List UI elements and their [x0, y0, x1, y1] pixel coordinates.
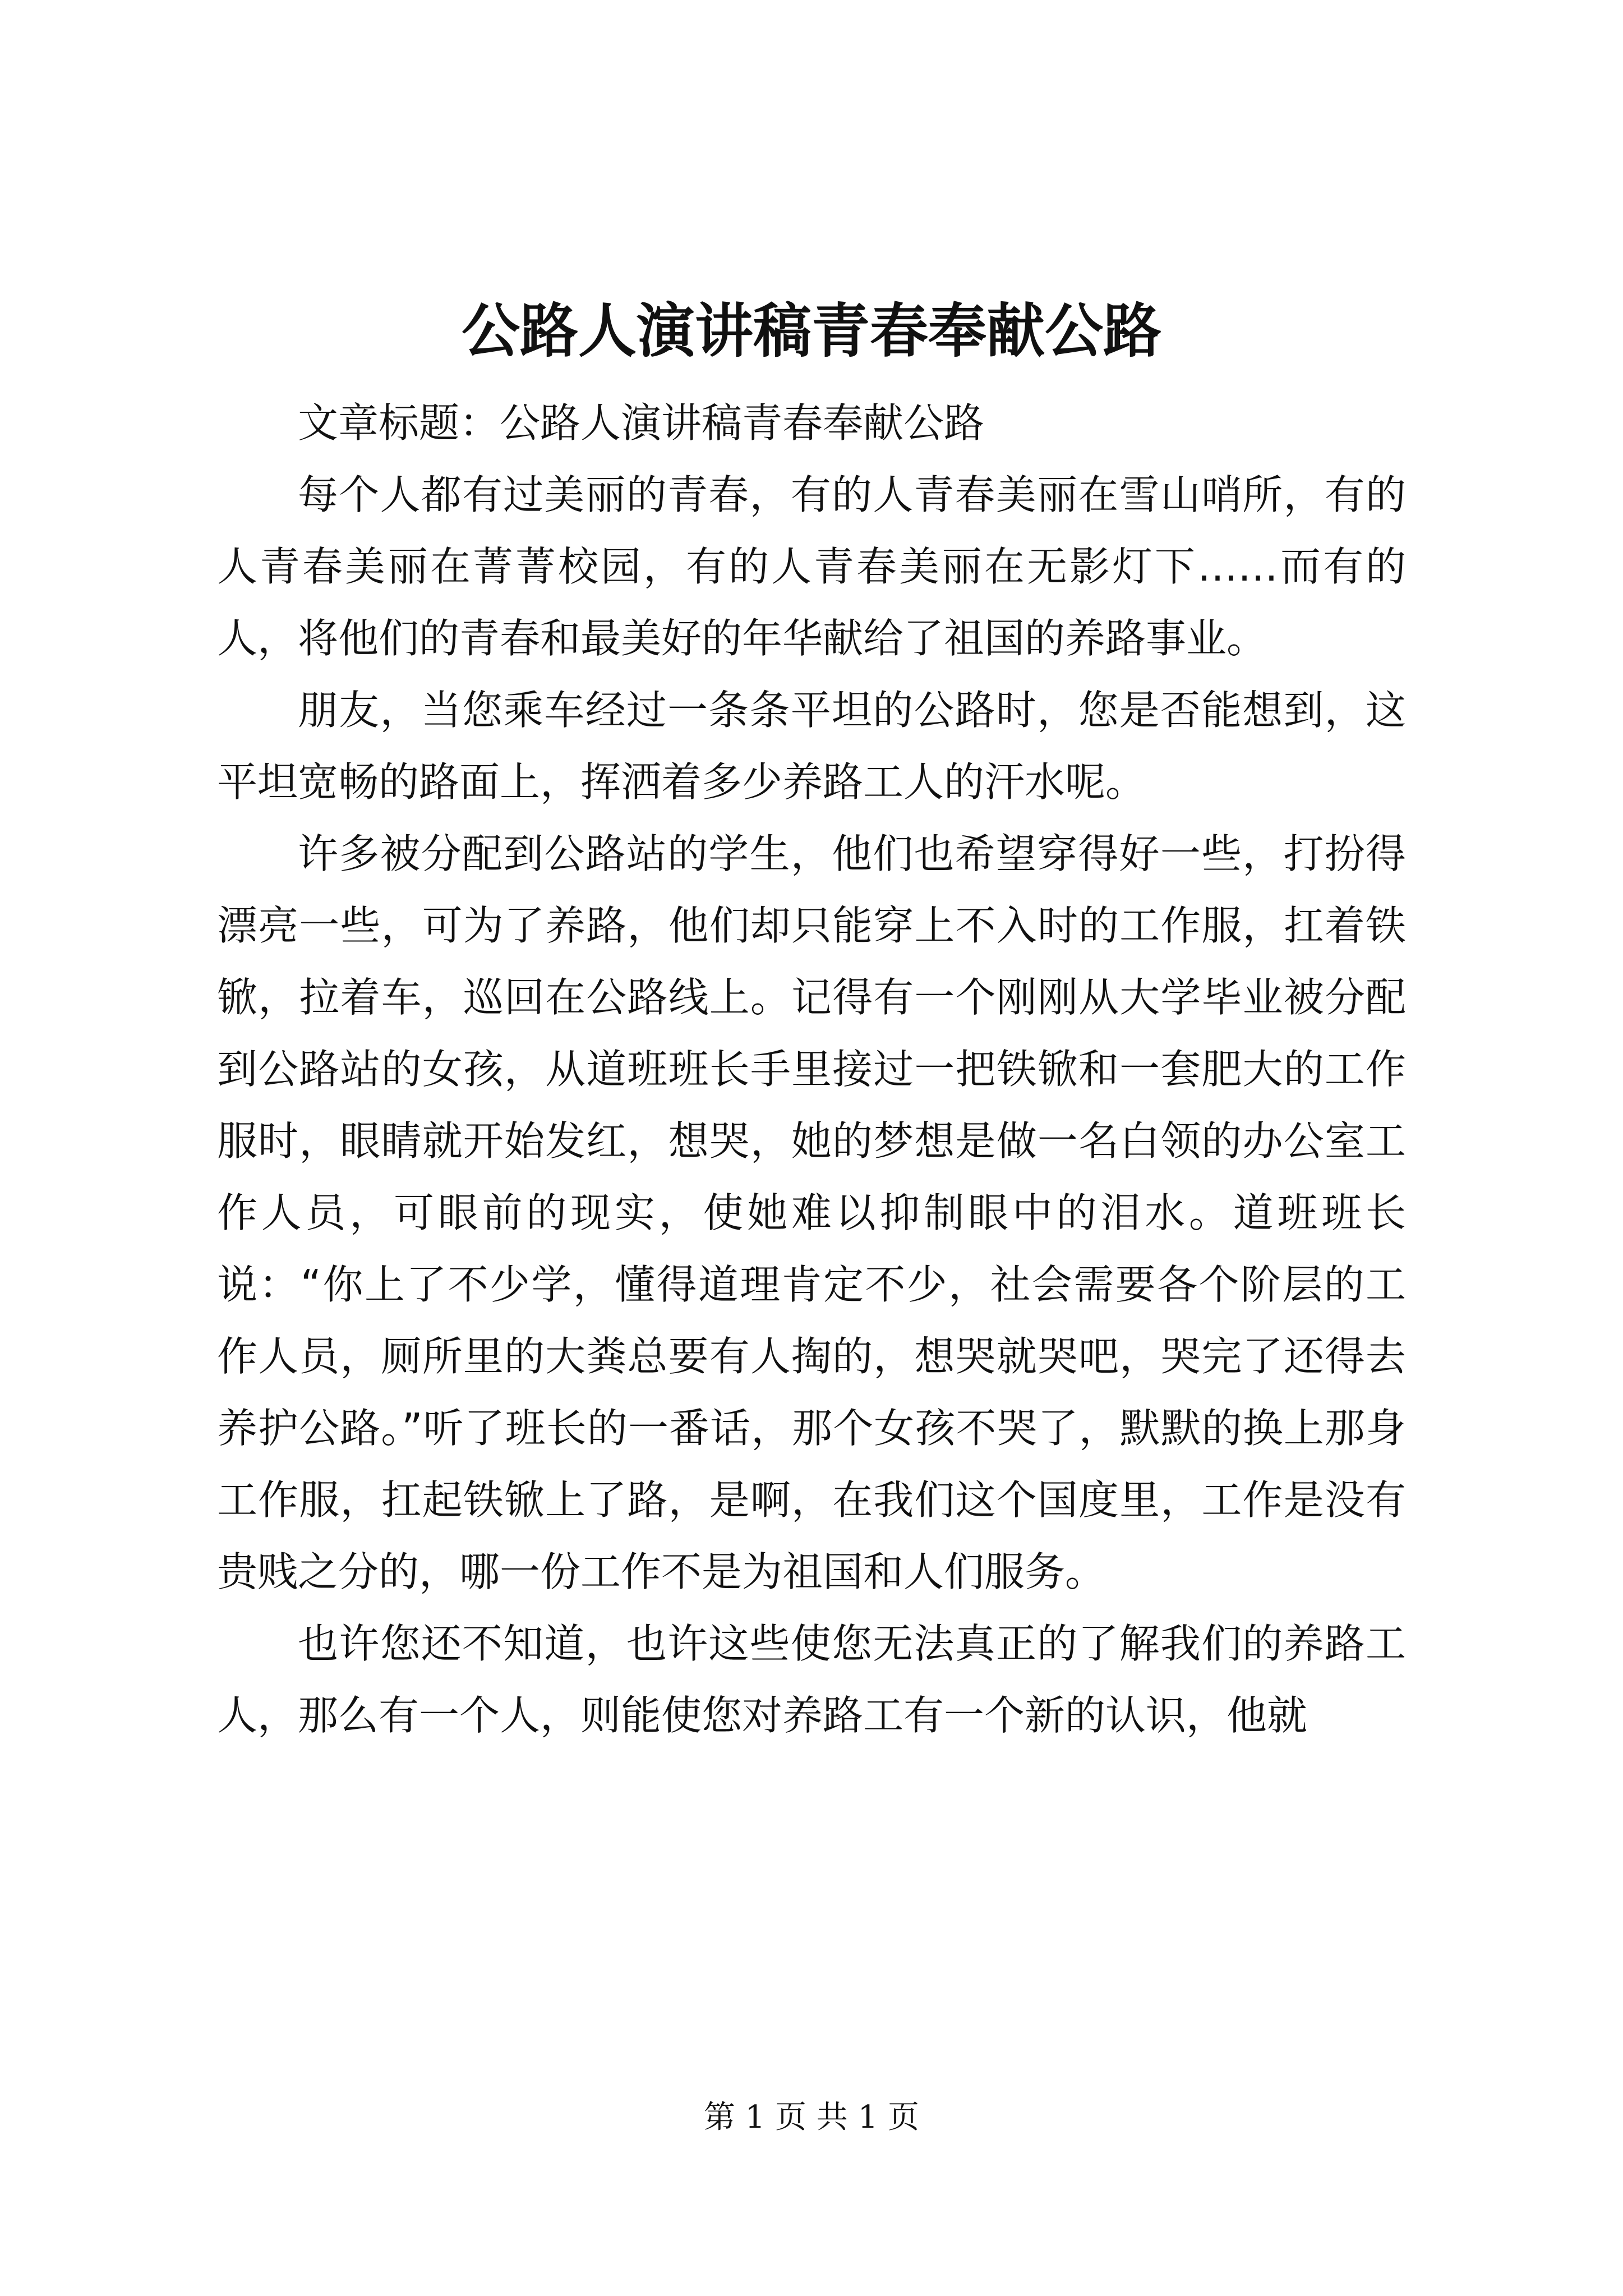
- paragraph-unknown: 也许您还不知道，也许这些使您无法真正的了解我们的养路工人，那么有一个人，则能使您对养路工有一个新的认识，他就: [217, 1620, 1406, 1739]
- document-body: [217, 387, 1406, 1751]
- paragraph-road: 朋友，当您乘车经过一条条平坦的公路时，您是否能想到，这平坦宽畅的路面上，挥洒着多少养路工人的汗水呢。: [217, 687, 1406, 806]
- page-footer: 第 1 页 共 1 页: [703, 2099, 920, 2136]
- paragraph-students: 许多被分配到公路站的学生，他们也希望穿得好一些，打扮得漂亮一些，可为了养路，他们却只能穿上不入时的工作服，扛着铁锨，拉着车，巡回在公路线上。记得有一个刚刚从大学毕业被分配到公路站的女孩，从道班班长手里接过一把铁锨和一套肥大的工作服时，眼睛就开始发红，想哭，她的梦想是做一名白领的办公室工作人员，可眼前的现实，使她难以抑制眼中的泪水。道班班长说：“你上了不少学，懂得道理肯定不少，社会需要各个阶层的工作人员，厕所里的大粪总要有人掏的，想哭就哭吧，哭完了还得去养护公路。”听了班长的一番话，那个女孩不哭了，默默的换上那身工作服，扛起铁锨上了路，是啊，在我们这个国度里，工作是没有贵贱之分的，哪一份工作不是为祖国和人们服务。: [217, 830, 1406, 1595]
- document-title: 公路人演讲稿青春奉献公路: [461, 296, 1161, 365]
- paragraph-youth: 每个人都有过美丽的青春，有的人青春美丽在雪山哨所，有的人青春美丽在菁菁校园，有的人青春美丽在无影灯下……而有的人，将他们的青春和最美好的年华献给了祖国的养路事业。: [217, 471, 1406, 662]
- paragraph-article-title: 文章标题：公路人演讲稿青春奉献公路: [298, 399, 985, 447]
